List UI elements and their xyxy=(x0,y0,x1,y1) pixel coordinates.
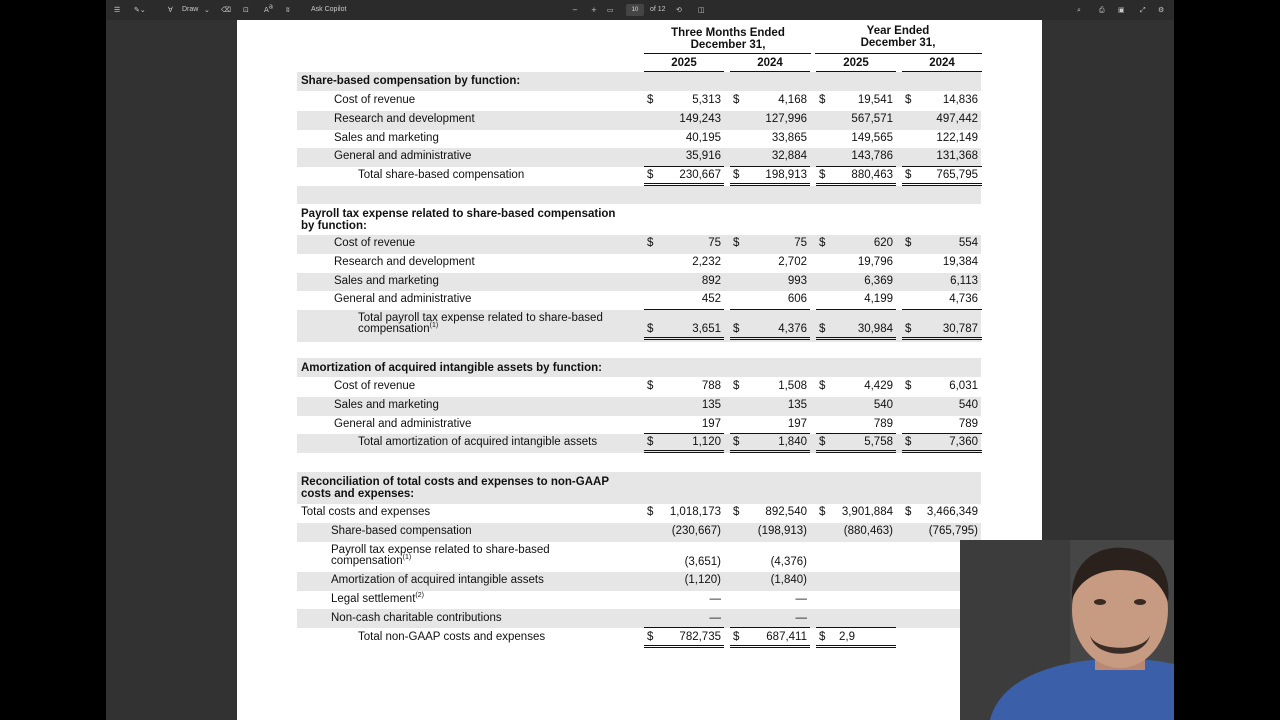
row-label-text: Legal settlement xyxy=(331,593,416,605)
table-cell: 149,565 xyxy=(851,131,893,144)
underline xyxy=(816,627,896,628)
underline xyxy=(730,627,810,628)
table-cell: 5,758 xyxy=(864,436,893,449)
table-cell: 4,168 xyxy=(778,94,807,106)
currency-symbol: $ xyxy=(733,323,740,336)
eraser-icon[interactable]: ⌫ xyxy=(221,6,231,14)
read-aloud-icon[interactable]: ʬ xyxy=(286,6,290,14)
table-cell: 3,466,349 xyxy=(926,506,978,518)
table-cell: 540 xyxy=(958,398,978,411)
table-cell: — xyxy=(795,593,807,605)
table-cell: 30,984 xyxy=(857,323,893,336)
currency-symbol: $ xyxy=(647,237,654,249)
table-cell: 497,442 xyxy=(936,112,978,125)
row-label: Payroll tax expense related to share-based compensation xyxy=(301,208,616,220)
table-cell: 554 xyxy=(958,237,978,249)
double-underline xyxy=(816,645,896,648)
row-label-text: compensation xyxy=(358,323,430,336)
header-three-months-line1: Three Months Ended xyxy=(671,27,785,39)
table-cell: 122,149 xyxy=(936,131,978,144)
currency-symbol: $ xyxy=(905,94,912,106)
header-rule xyxy=(644,53,811,54)
currency-symbol: $ xyxy=(905,237,912,249)
double-underline xyxy=(730,645,810,648)
currency-symbol: $ xyxy=(647,94,654,106)
double-underline xyxy=(902,450,982,453)
currency-symbol: $ xyxy=(905,436,912,449)
currency-symbol: $ xyxy=(733,94,740,106)
currency-symbol: $ xyxy=(819,94,826,106)
chevron-down-icon[interactable]: ⌄ xyxy=(204,6,210,14)
currency-symbol: $ xyxy=(819,169,826,182)
pdf-page xyxy=(237,20,1042,720)
double-underline xyxy=(730,337,810,340)
currency-symbol: $ xyxy=(647,380,654,392)
table-cell: 993 xyxy=(787,274,807,287)
double-underline xyxy=(730,450,810,453)
table-cell: (3,651) xyxy=(684,556,721,568)
table-cell: (198,913) xyxy=(757,525,807,537)
table-cell: 197 xyxy=(701,417,721,430)
row-label: Amortization of acquired intangible assets by function: xyxy=(301,362,602,374)
table-cell: 35,916 xyxy=(685,150,721,163)
fullscreen-icon[interactable]: ⤢ xyxy=(1140,6,1146,14)
text-size-icon[interactable]: $A^a$ xyxy=(264,2,274,14)
currency-symbol: $ xyxy=(905,169,912,182)
row-label: Sales and marketing xyxy=(334,398,439,411)
fit-page-icon[interactable]: ▭ xyxy=(607,6,614,14)
table-cell: 567,571 xyxy=(851,112,893,125)
rotate-icon[interactable]: ⟲ xyxy=(676,6,682,14)
table-cell: 1,508 xyxy=(778,380,807,392)
currency-symbol: $ xyxy=(647,169,654,182)
table-cell: 2,702 xyxy=(778,255,807,268)
currency-symbol: $ xyxy=(905,323,912,336)
text-box-icon[interactable]: ⊡ xyxy=(243,6,249,14)
double-underline xyxy=(816,337,896,340)
table-cell: 789 xyxy=(873,417,893,430)
header-year-line1: Year Ended xyxy=(866,25,930,37)
table-cell: 127,996 xyxy=(765,112,807,125)
table-cell: (1,120) xyxy=(684,574,721,586)
page-number-input[interactable]: 10 xyxy=(626,4,644,16)
table-cell: (765,795) xyxy=(928,525,978,537)
currency-symbol: $ xyxy=(733,380,740,392)
row-label: Reconciliation of total costs and expenses to non-GAAP xyxy=(301,476,609,488)
underline xyxy=(730,166,810,167)
currency-symbol: $ xyxy=(819,323,826,336)
table-cell: (230,667) xyxy=(671,525,721,537)
currency-symbol: $ xyxy=(647,436,654,449)
row-label: Total costs and expenses xyxy=(301,506,431,518)
underline xyxy=(816,166,896,167)
table-cell: 540 xyxy=(873,398,893,411)
table-cell: 75 xyxy=(794,237,807,249)
table-cell: 19,541 xyxy=(857,94,893,106)
table-cell: 789 xyxy=(958,417,978,430)
table-cell: 33,865 xyxy=(771,131,807,144)
currency-symbol: $ xyxy=(905,506,912,518)
currency-symbol: $ xyxy=(733,436,740,449)
highlighter-icon[interactable]: ✎⌄ xyxy=(134,6,146,14)
table-cell: 4,376 xyxy=(778,323,807,336)
row-label: General and administrative xyxy=(334,293,472,306)
row-label: Share-based compensation by function: xyxy=(301,75,521,87)
table-cell: 143,786 xyxy=(851,150,893,163)
row-label: Total share-based compensation xyxy=(358,169,525,182)
double-underline xyxy=(644,337,724,340)
currency-symbol: $ xyxy=(819,380,826,392)
table-cell: 452 xyxy=(701,293,721,306)
table-cell: 5,313 xyxy=(692,94,721,106)
currency-symbol: $ xyxy=(905,380,912,392)
row-label: Research and development xyxy=(334,112,475,125)
search-icon[interactable]: ⌕ xyxy=(1077,6,1081,14)
year-header: 2024 xyxy=(929,57,955,69)
print-icon[interactable]: ⎙ xyxy=(1099,6,1105,14)
table-cell: 4,199 xyxy=(864,293,893,306)
table-cell: 135 xyxy=(787,398,807,411)
table-cell: 4,429 xyxy=(864,380,893,392)
currency-symbol: $ xyxy=(819,436,826,449)
table-cell: 3,651 xyxy=(692,323,721,336)
double-underline xyxy=(644,645,724,648)
currency-symbol: $ xyxy=(733,237,740,249)
row-label xyxy=(331,555,411,568)
table-cell: 892 xyxy=(701,274,721,287)
webcam-overlay xyxy=(960,540,1174,720)
table-cell: 765,795 xyxy=(936,169,978,182)
page-total: of 12 xyxy=(650,6,666,13)
row-label: Total payroll tax expense related to share-based xyxy=(358,312,603,325)
table-cell: 30,787 xyxy=(942,323,978,336)
table-cell: 19,796 xyxy=(857,255,893,268)
currency-symbol: $ xyxy=(819,631,826,643)
zoom-out-icon[interactable]: − xyxy=(572,6,578,14)
currency-symbol: $ xyxy=(819,506,826,518)
row-label: General and administrative xyxy=(334,150,472,163)
table-cell: 149,243 xyxy=(679,112,721,125)
row-label: Cost of revenue xyxy=(334,94,416,106)
save-icon[interactable]: ▣ xyxy=(1118,6,1125,14)
currency-symbol: $ xyxy=(733,631,740,643)
row-label: Research and development xyxy=(334,255,475,268)
row-label: Cost of revenue xyxy=(334,380,416,392)
viewer-toolbar xyxy=(106,0,1174,20)
table-cell: 32,884 xyxy=(771,150,807,163)
row-label: Payroll tax expense related to share-based xyxy=(331,544,550,556)
currency-symbol: $ xyxy=(733,506,740,518)
webcam-person-image xyxy=(960,540,1174,720)
table-cell: — xyxy=(795,612,807,624)
table-cell: 2,232 xyxy=(692,255,721,268)
footnote-marker: (1) xyxy=(402,554,412,562)
table-cell: 19,384 xyxy=(942,255,978,268)
currency-symbol: $ xyxy=(647,506,654,518)
footnote-marker: (2) xyxy=(415,592,424,600)
currency-symbol: $ xyxy=(647,631,654,643)
page-view-icon[interactable]: ◫ xyxy=(698,6,705,14)
pdf-viewer xyxy=(106,0,1174,720)
table-cell: (4,376) xyxy=(770,556,807,568)
underline xyxy=(644,627,724,628)
row-label: Sales and marketing xyxy=(334,274,439,287)
table-cell: 892,540 xyxy=(765,506,807,518)
row-shading xyxy=(297,186,981,204)
table-cell: 1,840 xyxy=(778,436,807,449)
footnote-marker: (1) xyxy=(429,322,439,330)
year-header: 2025 xyxy=(843,57,869,69)
table-cell: 1,018,173 xyxy=(669,506,721,518)
draw-button[interactable]: Draw xyxy=(182,6,199,13)
header-year-line2: December 31, xyxy=(860,37,936,49)
row-label-text: compensation xyxy=(331,555,403,567)
row-label: Non-cash charitable contributions xyxy=(331,612,502,624)
table-cell: 788 xyxy=(701,380,721,392)
header-three-months-line2: December 31, xyxy=(690,39,766,51)
currency-symbol: $ xyxy=(647,323,654,336)
row-label: Sales and marketing xyxy=(334,131,439,144)
underline xyxy=(644,166,724,167)
year-header: 2024 xyxy=(757,57,783,69)
row-label: General and administrative xyxy=(334,417,472,430)
table-cell: 75 xyxy=(708,237,721,249)
list-icon[interactable]: ☰ xyxy=(114,6,121,14)
table-cell: 606 xyxy=(787,293,807,306)
table-cell: (1,840) xyxy=(770,574,807,586)
table-cell: 135 xyxy=(701,398,721,411)
table-cell: (880,463) xyxy=(843,525,893,537)
row-label xyxy=(358,323,438,336)
row-label: costs and expenses: xyxy=(301,488,415,500)
table-cell: 230,667 xyxy=(679,169,721,182)
table-cell: 6,369 xyxy=(864,274,893,287)
double-underline xyxy=(644,450,724,453)
row-label: Total non-GAAP costs and expenses xyxy=(358,631,546,643)
table-cell: 1,120 xyxy=(692,436,721,449)
row-label: Amortization of acquired intangible assets xyxy=(331,574,544,586)
row-label: Share-based compensation xyxy=(331,525,472,537)
table-cell: 198,913 xyxy=(765,169,807,182)
row-label: Cost of revenue xyxy=(334,237,416,249)
year-header: 2025 xyxy=(671,57,697,69)
draw-icon[interactable]: ∀ xyxy=(168,6,173,14)
ask-copilot-button[interactable]: Ask Copilot xyxy=(311,6,347,13)
table-cell: 6,031 xyxy=(949,380,978,392)
row-label: Total amortization of acquired intangible assets xyxy=(358,436,598,449)
table-cell: 620 xyxy=(873,237,893,249)
table-cell: 197 xyxy=(787,417,807,430)
row-label xyxy=(331,593,424,606)
table-cell: 782,735 xyxy=(679,631,721,643)
underline xyxy=(902,166,982,167)
settings-icon[interactable]: ⚙ xyxy=(1158,6,1165,14)
row-label: by function: xyxy=(301,220,367,232)
table-cell: 4,736 xyxy=(949,293,978,306)
table-cell: 6,113 xyxy=(950,274,978,287)
table-cell: — xyxy=(709,612,721,624)
table-cell: 3,901,884 xyxy=(841,506,893,518)
currency-symbol: $ xyxy=(819,237,826,249)
zoom-in-icon[interactable]: + xyxy=(591,6,597,14)
double-underline xyxy=(816,450,896,453)
header-rule xyxy=(815,53,982,54)
table-cell: 7,360 xyxy=(949,436,978,449)
table-cell: — xyxy=(709,593,721,605)
table-cell: 131,368 xyxy=(936,150,978,163)
table-cell: 40,195 xyxy=(685,131,721,144)
double-underline xyxy=(902,337,982,340)
table-cell: 880,463 xyxy=(851,169,893,182)
table-cell: 687,411 xyxy=(766,631,807,643)
table-cell: 14,836 xyxy=(942,94,978,106)
table-cell: 2,9 xyxy=(839,631,855,643)
currency-symbol: $ xyxy=(733,169,740,182)
